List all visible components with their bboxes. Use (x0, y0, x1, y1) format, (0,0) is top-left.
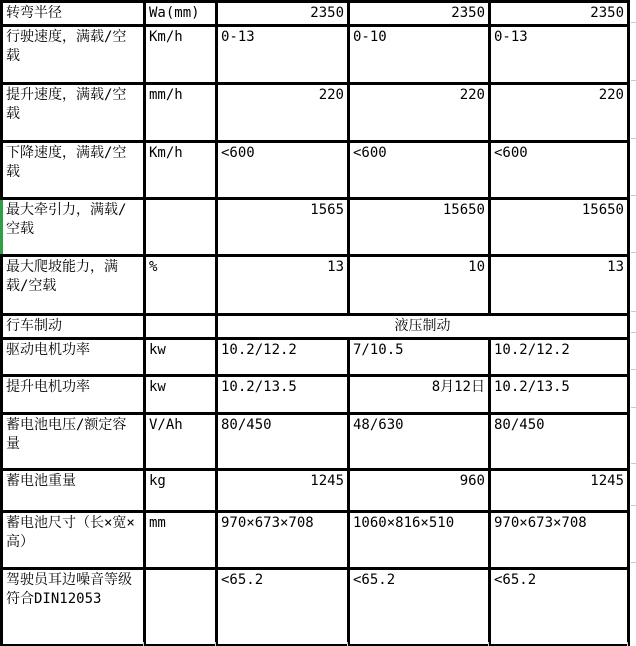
value-cell[interactable]: 7/10.5 (349, 339, 490, 376)
value-cell[interactable]: 8月12日 (349, 376, 490, 414)
value-cell[interactable]: <600 (349, 142, 490, 199)
gridline-stub (631, 22, 636, 23)
value-cell[interactable]: <65.2 (349, 569, 490, 646)
value-cell[interactable]: 0-13 (217, 26, 349, 84)
table-row (2, 256, 629, 315)
table-row (2, 470, 629, 512)
table-row (2, 339, 629, 376)
gridline-stub (347, 642, 348, 646)
table-row (2, 26, 629, 84)
value-cell[interactable]: 48/630 (349, 414, 490, 470)
gridline-stub (143, 642, 144, 646)
value-cell[interactable]: 80/450 (217, 414, 349, 470)
table-row (2, 142, 629, 199)
row-label-cell[interactable]: 提升电机功率 (2, 376, 145, 414)
value-cell[interactable]: 970×673×708 (490, 512, 629, 569)
row-label-cell[interactable]: 行车制动 (2, 315, 145, 339)
value-cell[interactable]: 220 (490, 84, 629, 142)
unit-cell[interactable]: Km/h (145, 26, 217, 84)
gridline-stub (631, 332, 636, 333)
value-cell[interactable]: 10 (349, 256, 490, 315)
table-row (2, 2, 629, 26)
value-cell[interactable]: 2350 (217, 2, 349, 26)
unit-cell[interactable]: % (145, 256, 217, 315)
unit-cell[interactable]: mm/h (145, 84, 217, 142)
value-cell[interactable]: 15650 (349, 199, 490, 256)
row-label-cell[interactable]: 转弯半径 (2, 2, 145, 26)
table-row (2, 199, 629, 256)
value-cell[interactable]: 960 (349, 470, 490, 512)
unit-cell[interactable]: Wa(mm) (145, 2, 217, 26)
value-cell[interactable]: 10.2/13.5 (217, 376, 349, 414)
gridline-stub (488, 642, 489, 646)
value-cell[interactable]: 220 (217, 84, 349, 142)
value-cell[interactable]: 13 (490, 256, 629, 315)
row-label-cell[interactable]: 提升速度，满载/空载 (2, 84, 145, 142)
gridline-stub (631, 252, 636, 253)
value-cell[interactable]: 0-10 (349, 26, 490, 84)
gridline-stub (631, 505, 636, 506)
gridline-stub (631, 80, 636, 81)
row-label-cell[interactable]: 下降速度，满载/空载 (2, 142, 145, 199)
gridline-stub (631, 195, 636, 196)
gridline-stub (631, 138, 636, 139)
unit-cell[interactable]: V/Ah (145, 414, 217, 470)
value-cell[interactable]: <600 (490, 142, 629, 199)
unit-cell[interactable]: mm (145, 512, 217, 569)
value-cell[interactable]: <600 (217, 142, 349, 199)
value-cell[interactable]: 10.2/12.2 (217, 339, 349, 376)
row-label-cell[interactable]: 行驶速度，满载/空载 (2, 26, 145, 84)
gridline-stub (627, 642, 628, 646)
unit-cell[interactable]: kw (145, 376, 217, 414)
value-cell[interactable]: 13 (217, 256, 349, 315)
unit-cell[interactable] (145, 199, 217, 256)
value-cell[interactable]: 1565 (217, 199, 349, 256)
table-row (2, 84, 629, 142)
row-label-cell[interactable]: 蓄电池重量 (2, 470, 145, 512)
row-label-cell[interactable]: 驱动电机功率 (2, 339, 145, 376)
value-cell[interactable]: 2350 (349, 2, 490, 26)
value-cell[interactable]: 80/450 (490, 414, 629, 470)
table-row (2, 569, 629, 646)
value-cell[interactable]: 2350 (490, 2, 629, 26)
value-cell[interactable]: <65.2 (490, 569, 629, 646)
unit-cell[interactable] (145, 569, 217, 646)
table-row (2, 376, 629, 414)
value-cell[interactable]: 10.2/12.2 (490, 339, 629, 376)
value-cell[interactable]: 1245 (217, 470, 349, 512)
value-cell[interactable]: 0-13 (490, 26, 629, 84)
gridline-stub (215, 642, 216, 646)
row-label-cell[interactable]: 最大牵引力，满载/空载 (2, 199, 145, 256)
table-row (2, 414, 629, 470)
table-row (2, 512, 629, 569)
value-cell[interactable]: 970×673×708 (217, 512, 349, 569)
row-label-cell[interactable]: 蓄电池尺寸（长×宽×高） (2, 512, 145, 569)
row-label-cell[interactable]: 驾驶员耳边噪音等级符合DIN12053 (2, 569, 145, 646)
value-cell[interactable]: 1245 (490, 470, 629, 512)
unit-cell[interactable]: Km/h (145, 142, 217, 199)
row-label-cell[interactable]: 最大爬坡能力，满载/空载 (2, 256, 145, 315)
table-row (2, 315, 629, 339)
spec-table-body (2, 2, 629, 646)
value-cell[interactable]: <65.2 (217, 569, 349, 646)
gridline-stub (631, 463, 636, 464)
unit-cell[interactable]: kg (145, 470, 217, 512)
unit-cell[interactable] (145, 315, 217, 339)
merged-value-cell[interactable]: 液压制动 (217, 315, 629, 339)
gridline-stub (631, 562, 636, 563)
gridline-stub (631, 407, 636, 408)
row-label-cell[interactable]: 蓄电池电压/额定容量 (2, 414, 145, 470)
unit-cell[interactable]: kw (145, 339, 217, 376)
value-cell[interactable]: 220 (349, 84, 490, 142)
value-cell[interactable]: 15650 (490, 199, 629, 256)
value-cell[interactable]: 1060×816×510 (349, 512, 490, 569)
gridline-stub (631, 311, 636, 312)
value-cell[interactable]: 10.2/13.5 (490, 376, 629, 414)
gridline-stub (631, 369, 636, 370)
